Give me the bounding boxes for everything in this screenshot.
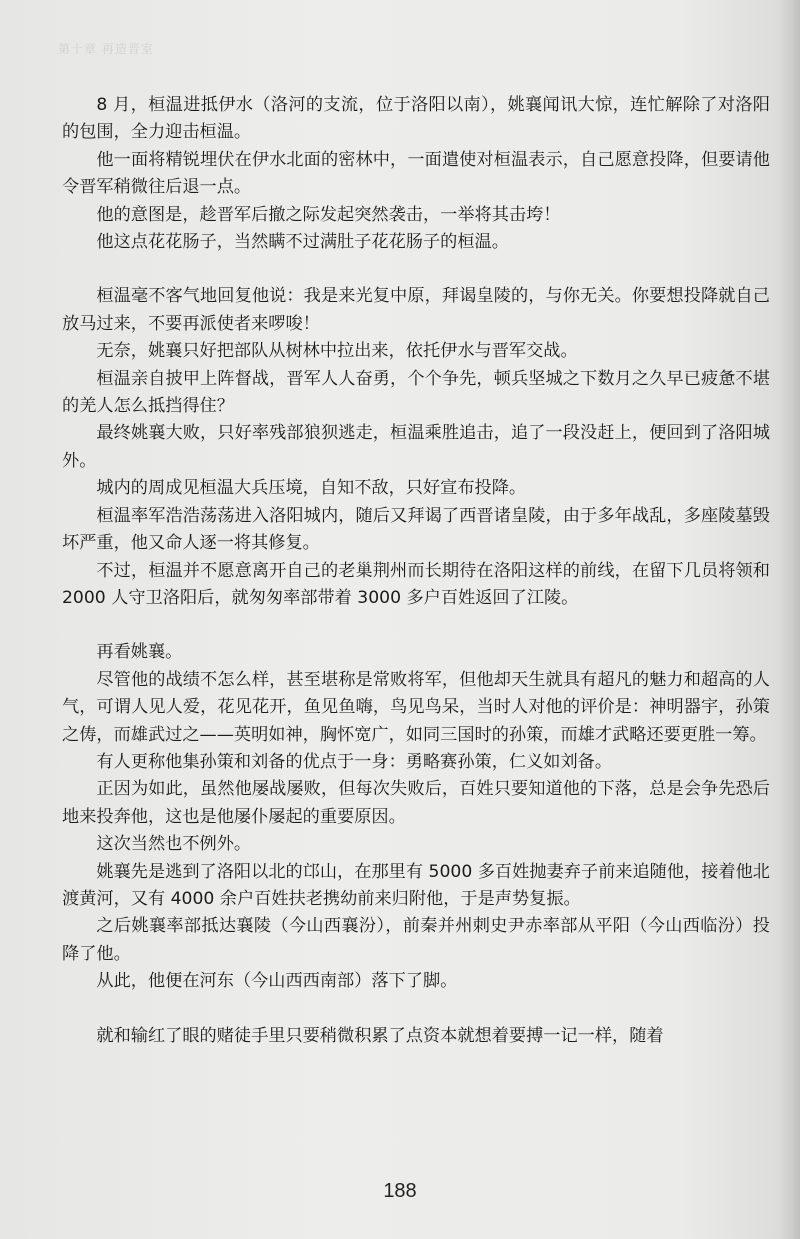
paragraph: 就和输红了眼的赌徒手里只要稍微积累了点资本就想着要搏一记一样，随着 <box>96 1025 664 1046</box>
paragraph: 桓温亲自披甲上阵督战，晋军人人奋勇，个个争先，顿兵坚城之下数月之久早已疲惫不堪的羌人怎么抵挡得住？ <box>62 368 770 417</box>
running-header: 第十章 再造晋室 <box>58 42 154 56</box>
paragraph: 他的意图是，趁晋军后撤之际发起突然袭击，一举将其击垮！ <box>96 204 561 225</box>
page-edge-shadow <box>778 0 800 1239</box>
paragraph: 从此，他便在河东（今山西西南部）落下了脚。 <box>96 971 458 992</box>
paragraph: 城内的周成见桓温大兵压境，自知不敌，只好宣布投降。 <box>96 478 527 499</box>
paragraph: 之后姚襄率部抵达襄陵（今山西襄汾），前秦并州刺史尹赤率部从平阳（今山西临汾）投降了他。 <box>62 916 770 964</box>
paragraph: 姚襄先是逃到了洛阳以北的邙山，在那里有 5000 多百姓抛妻弃子前来追随他，接着他北渡黄河，又有 4000 余户百姓扶老携幼前来归附他，于是声势复振。 <box>62 861 770 909</box>
paragraph: 桓温率军浩浩荡荡进入洛阳城内，随后又拜谒了西晋诸皇陵，由于多年战乱，多座陵墓毁坏严重，他又命人逐一将其修复。 <box>62 505 770 554</box>
paragraph: 他这点花花肠子，当然瞒不过满肚子花花肠子的桓温。 <box>96 232 509 253</box>
paragraph: 正因为如此，虽然他屡战屡败，但每次失败后，百姓只要知道他的下落，总是会争先恐后地来投奔他，这也是他屡仆屡起的重要原因。 <box>62 779 770 827</box>
page-number: 188 <box>383 1180 417 1202</box>
section-gap <box>62 256 770 283</box>
paragraph: 8 月，桓温进抵伊水（洛河的支流，位于洛阳以南），姚襄闻讯大惊，连忙解除了对洛阳的包围，全力迎击桓温。 <box>62 95 770 143</box>
paragraph: 他一面将精锐埋伏在伊水北面的密林中，一面遣使对桓温表示，自己愿意投降，但要请他令晋军稍微往后退一点。 <box>62 149 770 198</box>
paragraph: 这次当然也不例外。 <box>96 834 252 855</box>
paragraph: 再看姚襄。 <box>96 642 183 663</box>
page-body-text <box>62 92 770 1050</box>
paragraph: 桓温毫不客气地回复他说：我是来光复中原，拜谒皇陵的，与你无关。你要想投降就自己放马过来，不要再派使者来啰唆！ <box>62 286 770 334</box>
paragraph: 最终姚襄大败，只好率残部狼狈逃走，桓温乘胜追击，追了一段没赶上，便回到了洛阳城外。 <box>62 423 770 471</box>
paragraph: 尽管他的战绩不怎么样，甚至堪称是常败将军，但他却天生就具有超凡的魅力和超高的人气，可谓人见人爱，花见花开，鱼见鱼嗨，鸟见鸟呆，当时人对他的评价是：神明器宇，孙策之俦，而雄武过之——英明如神，胸怀宽广，如同三国时的孙策，而雄才武略还要更胜一筹。 <box>62 669 770 745</box>
section-gap <box>62 612 770 639</box>
paragraph: 不过，桓温并不愿意离开自己的老巢荆州而长期待在洛阳这样的前线，在留下几员将领和 2000 人守卫洛阳后，就匆匆率部带着 3000 多户百姓返回了江陵。 <box>62 560 770 608</box>
paragraph: 无奈，姚襄只好把部队从树林中拉出来，依托伊水与晋军交战。 <box>96 341 578 362</box>
paragraph: 有人更称他集孙策和刘备的优点于一身：勇略赛孙策，仁义如刘备。 <box>96 751 613 772</box>
section-gap <box>62 996 770 1023</box>
